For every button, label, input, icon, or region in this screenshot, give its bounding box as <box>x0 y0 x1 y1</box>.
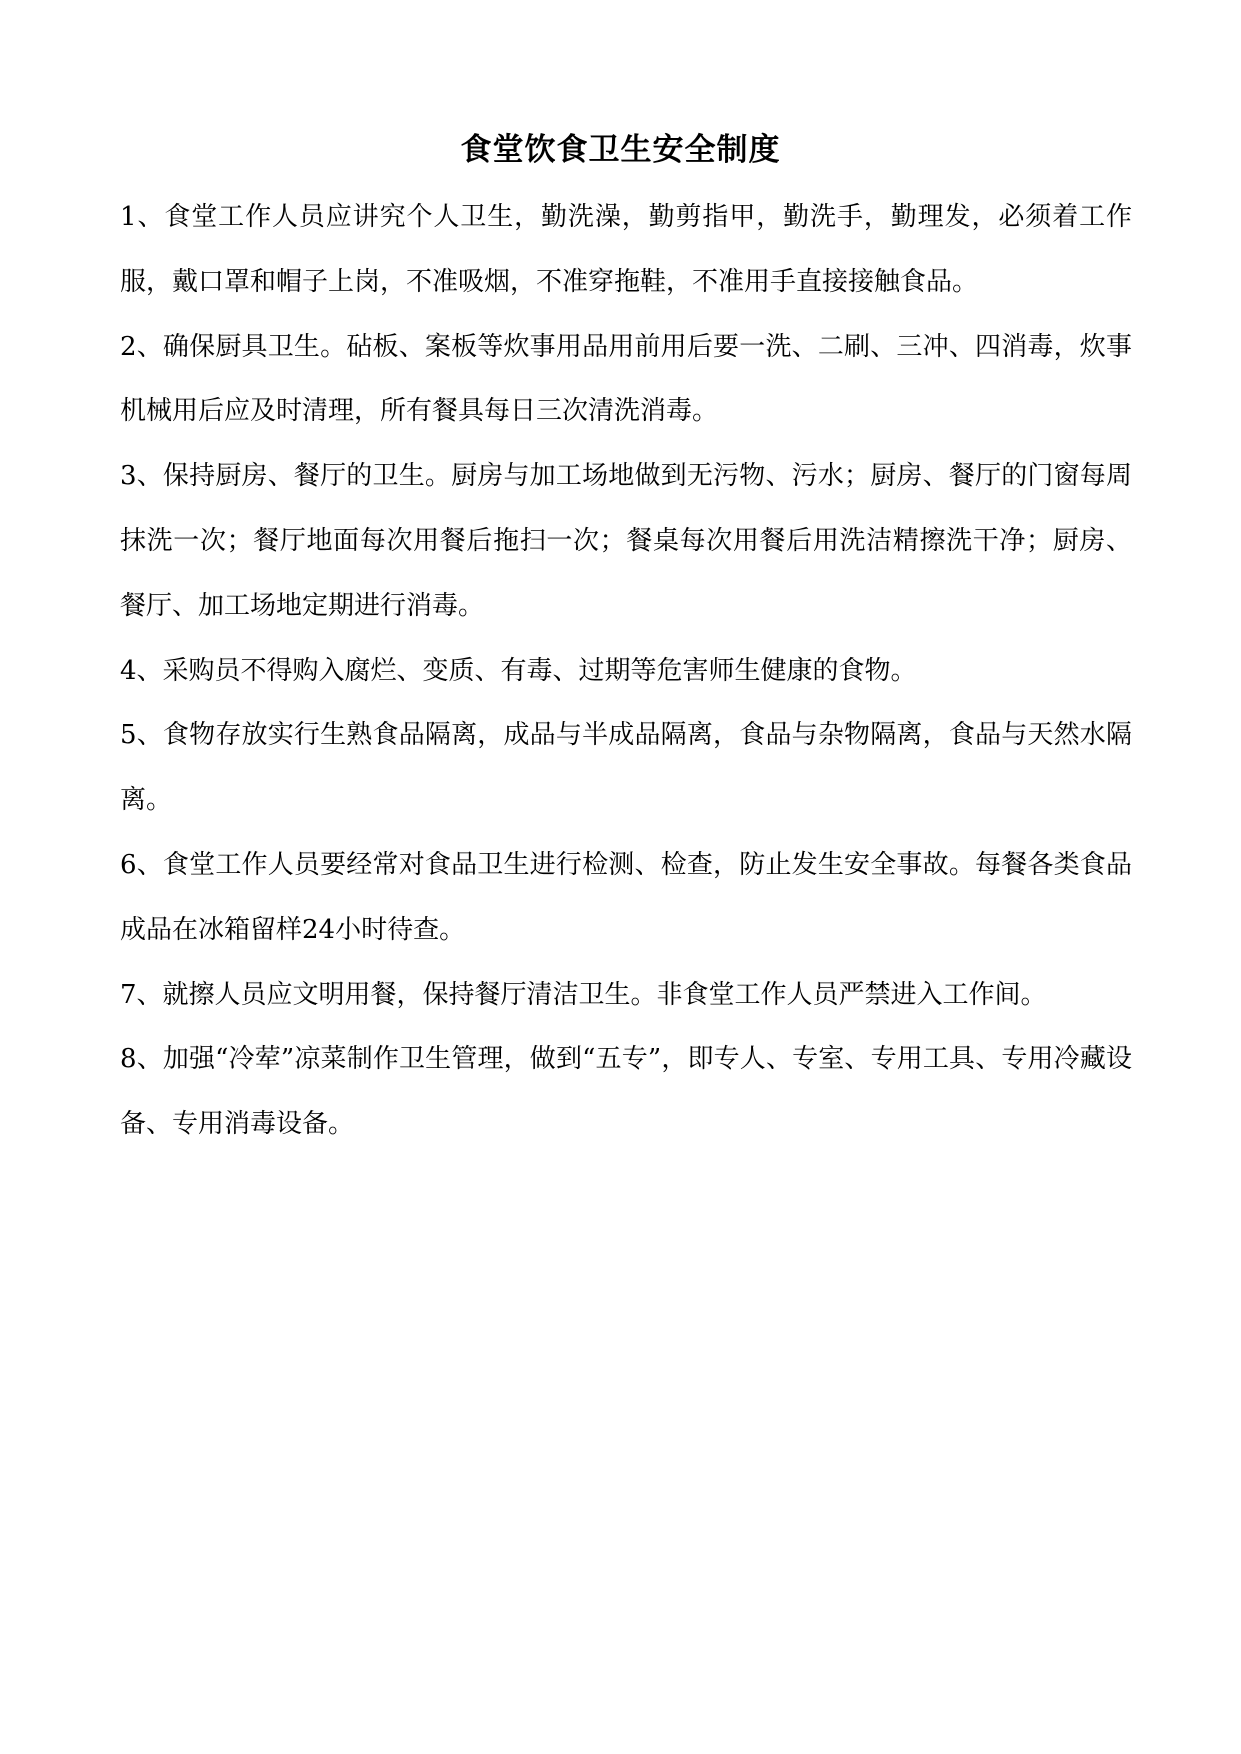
rule-paragraph-4: 4、采购员不得购入腐烂、变质、有毒、过期等危害师生健康的食物。 <box>120 655 917 686</box>
rule-paragraph-1: 1、食堂工作人员应讲究个人卫生，勤洗澡，勤剪指甲，勤洗手，勤理发，必须着工作服，戴口罩和帽子上岗，不准吸烟，不准穿拖鞋，不准用手直接接触食品。 <box>120 202 1132 297</box>
document-title: 食堂饮食卫生安全制度 <box>460 132 781 168</box>
rule-paragraph-8: 8、加强“冷荤”凉菜制作卫生管理，做到“五专”，即专人、专室、专用工具、专用冷藏设备、专用消毒设备。 <box>120 1044 1132 1140</box>
rule-paragraph-6: 6、食堂工作人员要经常对食品卫生进行检测、检查，防止发生安全事故。每餐各类食品成品在冰箱留样24小时待查。 <box>120 849 1132 945</box>
rule-paragraph-2: 2、确保厨具卫生。砧板、案板等炊事用品用前用后要一洗、二刷、三冲、四消毒，炊事机械用后应及时清理，所有餐具每日三次清洗消毒。 <box>120 331 1132 427</box>
rule-paragraph-5: 5、食物存放实行生熟食品隔离，成品与半成品隔离，食品与杂物隔离，食品与天然水隔离。 <box>120 720 1132 816</box>
rule-paragraph-7: 7、就擦人员应文明用餐，保持餐厅清洁卫生。非食堂工作人员严禁进入工作间。 <box>120 979 1047 1010</box>
rule-paragraph-3: 3、保持厨房、餐厅的卫生。厨房与加工场地做到无污物、污水；厨房、餐厅的门窗每周抹洗一次；餐厅地面每次用餐后拖扫一次；餐桌每次用餐后用洗洁精擦洗干净；厨房、餐厅、加工场地定期进行消毒。 <box>120 461 1132 621</box>
document-body <box>120 185 1132 1157</box>
